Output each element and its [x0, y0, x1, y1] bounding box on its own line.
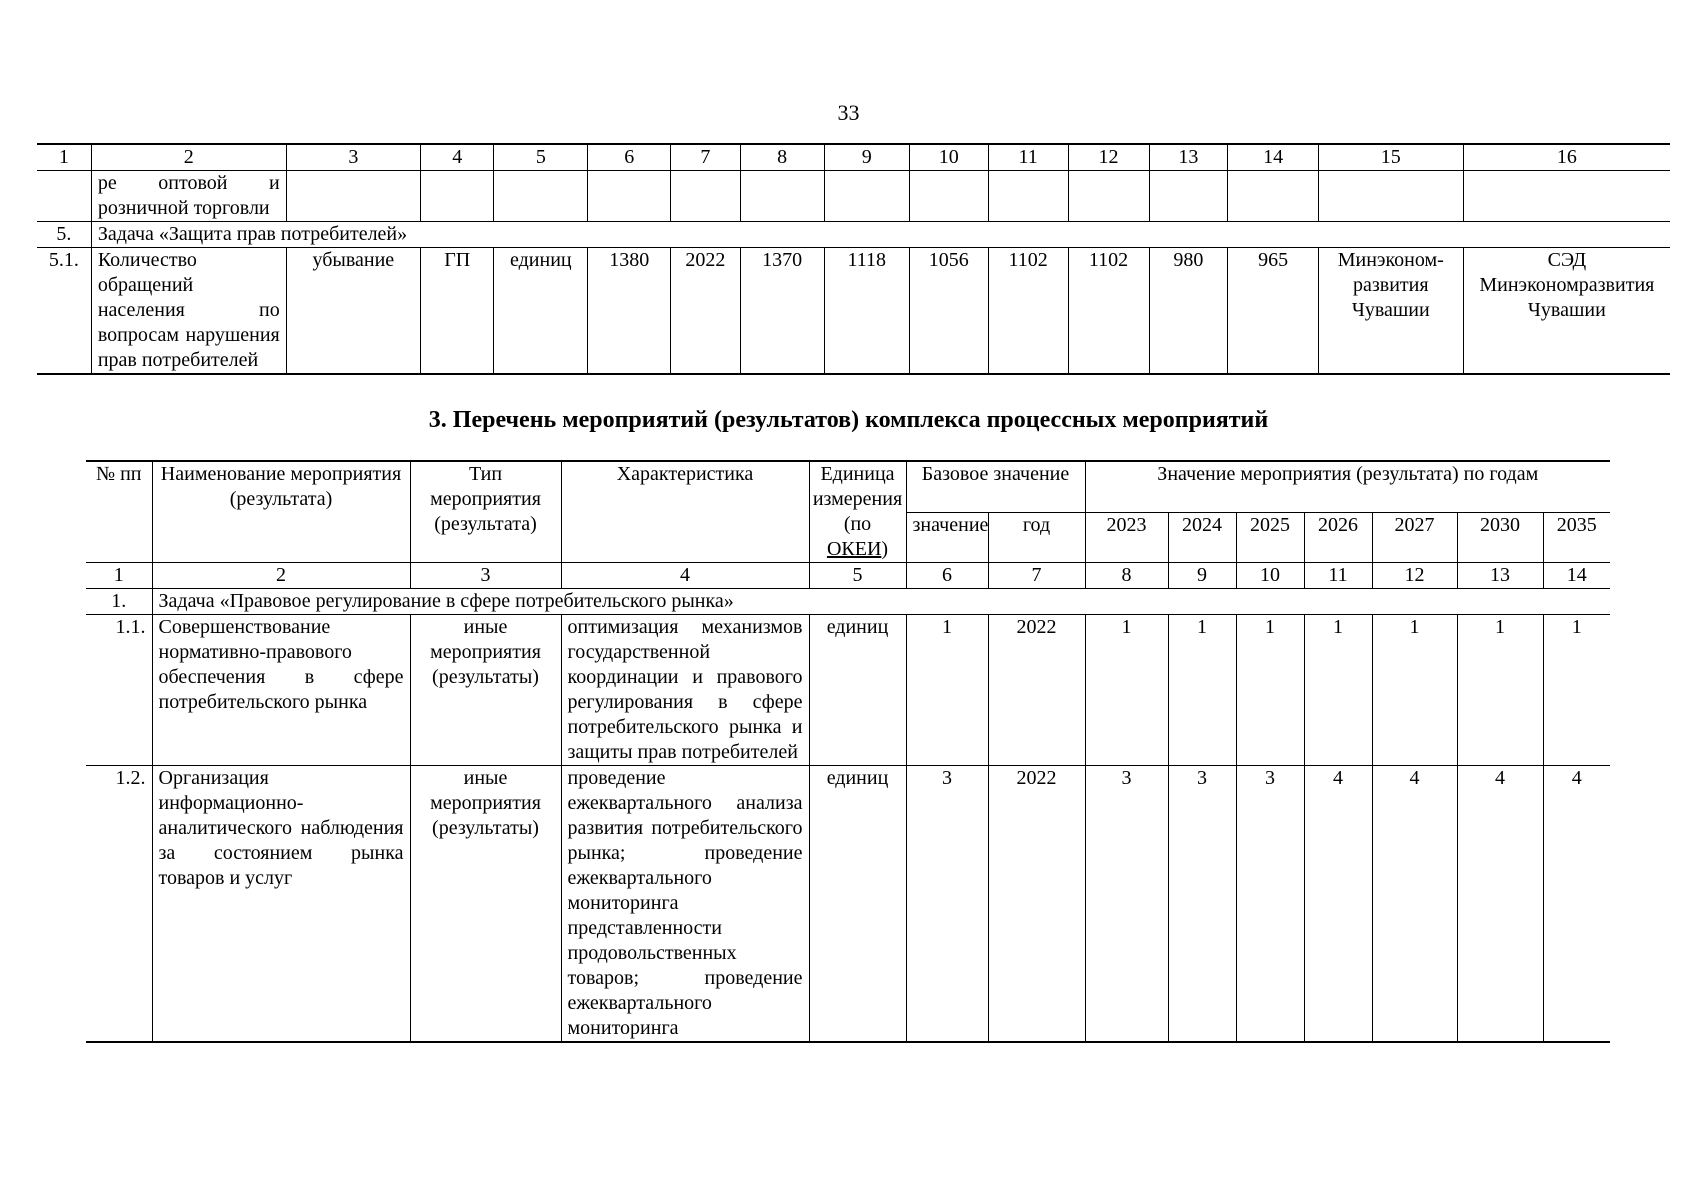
header-base: Базовое значение: [906, 461, 1085, 512]
activity-value: 1: [1457, 615, 1543, 766]
col-number: 13: [1457, 563, 1543, 589]
task-number: 1.: [86, 589, 152, 615]
task-title: Задача «Защита прав потребителей»: [91, 222, 1670, 248]
col-number: 10: [909, 144, 988, 171]
col-number: 13: [1149, 144, 1228, 171]
col-number: 14: [1228, 144, 1319, 171]
activity-value: 1: [1085, 615, 1168, 766]
col-number: 14: [1543, 563, 1610, 589]
header-year: 2025: [1236, 512, 1304, 562]
activities-table: [86, 460, 1610, 1043]
indicator-responsible: Минэконом-развития Чувашии: [1318, 248, 1463, 375]
activity-unit: единиц: [809, 766, 906, 1043]
header-num: № пп: [86, 461, 152, 563]
col-number: 3: [410, 563, 561, 589]
header-base-value: значение: [906, 512, 988, 562]
col-number: 2: [152, 563, 410, 589]
col-number: 1: [37, 144, 91, 171]
col-number: 4: [561, 563, 809, 589]
activity-base-year: 2022: [988, 615, 1085, 766]
col-number: 2: [91, 144, 286, 171]
indicator-base-value: 1380: [588, 248, 671, 375]
col-number: 7: [988, 563, 1085, 589]
activity-name: Совершенствование нормативно-правового обеспечения в сфере потребительского рынка: [152, 615, 410, 766]
activity-type: иные мероприятия (результаты): [410, 615, 561, 766]
activity-value: 1: [1543, 615, 1610, 766]
activity-value: 4: [1543, 766, 1610, 1043]
header-year: 2026: [1304, 512, 1372, 562]
header-type: Тип мероприятия (результата): [410, 461, 561, 563]
activity-base-value: 1: [906, 615, 988, 766]
okei-abbr: ОКЕИ: [826, 538, 882, 560]
col-number: 4: [420, 144, 494, 171]
activity-value: 1: [1304, 615, 1372, 766]
task-number: 5.: [37, 222, 91, 248]
header-year: 2024: [1168, 512, 1236, 562]
col-number: 11: [1304, 563, 1372, 589]
activity-value: 4: [1304, 766, 1372, 1043]
indicator-base-year: 2022: [671, 248, 740, 375]
header-years-group: Значение мероприятия (результата) по годам: [1085, 461, 1610, 512]
col-number: 6: [588, 144, 671, 171]
col-number: 9: [1168, 563, 1236, 589]
activity-value: 1: [1372, 615, 1457, 766]
activity-name: Организация информационно-аналитического наблюдения за состоянием рынка товаров и услуг: [152, 766, 410, 1043]
indicators-table-continuation: [37, 143, 1670, 375]
activity-value: 3: [1168, 766, 1236, 1043]
indicator-value: 980: [1149, 248, 1228, 375]
col-number: 8: [1085, 563, 1168, 589]
column-numbers-row: [86, 563, 1610, 589]
header-year: 2030: [1457, 512, 1543, 562]
indicator-row: [37, 248, 1670, 375]
col-number: 12: [1372, 563, 1457, 589]
activity-row: [86, 766, 1610, 1043]
activity-value: 1: [1168, 615, 1236, 766]
indicator-trend: убывание: [286, 248, 420, 375]
indicator-value: 1118: [824, 248, 909, 375]
indicator-name-cont: ре оптовой и розничной торговли: [91, 171, 286, 222]
activity-unit: единиц: [809, 615, 906, 766]
page-number: 33: [837, 100, 860, 125]
column-numbers-row: [37, 144, 1670, 171]
col-number: 6: [906, 563, 988, 589]
col-number: 10: [1236, 563, 1304, 589]
indicator-value: 1370: [740, 248, 824, 375]
activity-characteristic: оптимизация механизмов государственной координации и правового регулирования в сфере потребительского рынка и защиты прав потребителей: [561, 615, 809, 766]
task-row: [86, 589, 1610, 615]
header-year: 2023: [1085, 512, 1168, 562]
col-number: 15: [1318, 144, 1463, 171]
indicator-unit: единиц: [494, 248, 588, 375]
activity-value: 1: [1236, 615, 1304, 766]
section-title: 3. Перечень мероприятий (результатов) комплекса процессных мероприятий: [428, 407, 1269, 433]
task-row: [37, 222, 1670, 248]
col-number: 1: [86, 563, 152, 589]
activity-type: иные мероприятия (результаты): [410, 766, 561, 1043]
indicator-value: 1102: [988, 248, 1068, 375]
indicator-name: Количество обращений населения по вопросам нарушения прав потребителей: [91, 248, 286, 375]
col-number: 16: [1463, 144, 1670, 171]
header-year: 2035: [1543, 512, 1610, 562]
activity-characteristic: проведение ежеквартального анализа развития потребительского рынка; проведение ежеквартального мониторинга представленности продовольственных товаров; проведение ежеквартального мониторинга: [561, 766, 809, 1043]
header-base-year: год: [988, 512, 1085, 562]
activity-value: 3: [1085, 766, 1168, 1043]
header-year: 2027: [1372, 512, 1457, 562]
col-number: 5: [809, 563, 906, 589]
task-title: Задача «Правовое регулирование в сфере потребительского рынка»: [152, 589, 1610, 615]
col-number: 5: [494, 144, 588, 171]
col-number: 8: [740, 144, 824, 171]
activity-value: 4: [1457, 766, 1543, 1043]
col-number: 11: [988, 144, 1068, 171]
activity-number: 1.1.: [86, 615, 152, 766]
col-number: 12: [1068, 144, 1149, 171]
indicator-level: ГП: [420, 248, 494, 375]
activity-row: [86, 615, 1610, 766]
indicator-value: 1056: [909, 248, 988, 375]
indicator-value: 1102: [1068, 248, 1149, 375]
activity-base-value: 3: [906, 766, 988, 1043]
col-number: 3: [286, 144, 420, 171]
col-number: 9: [824, 144, 909, 171]
activity-value: 3: [1236, 766, 1304, 1043]
activity-number: 1.2.: [86, 766, 152, 1043]
col-number: 7: [671, 144, 740, 171]
activity-value: 4: [1372, 766, 1457, 1043]
header-unit: Единица измерения (по ОКЕИ): [809, 461, 906, 563]
indicator-info-system: СЭД Минэкономразвития Чувашии: [1463, 248, 1670, 375]
continuation-row: [37, 171, 1670, 222]
header-name: Наименование мероприятия (результата): [152, 461, 410, 563]
activity-base-year: 2022: [988, 766, 1085, 1043]
indicator-value: 965: [1228, 248, 1319, 375]
indicator-number: 5.1.: [37, 248, 91, 375]
header-row-1: [86, 461, 1610, 512]
header-characteristic: Характеристика: [561, 461, 809, 563]
